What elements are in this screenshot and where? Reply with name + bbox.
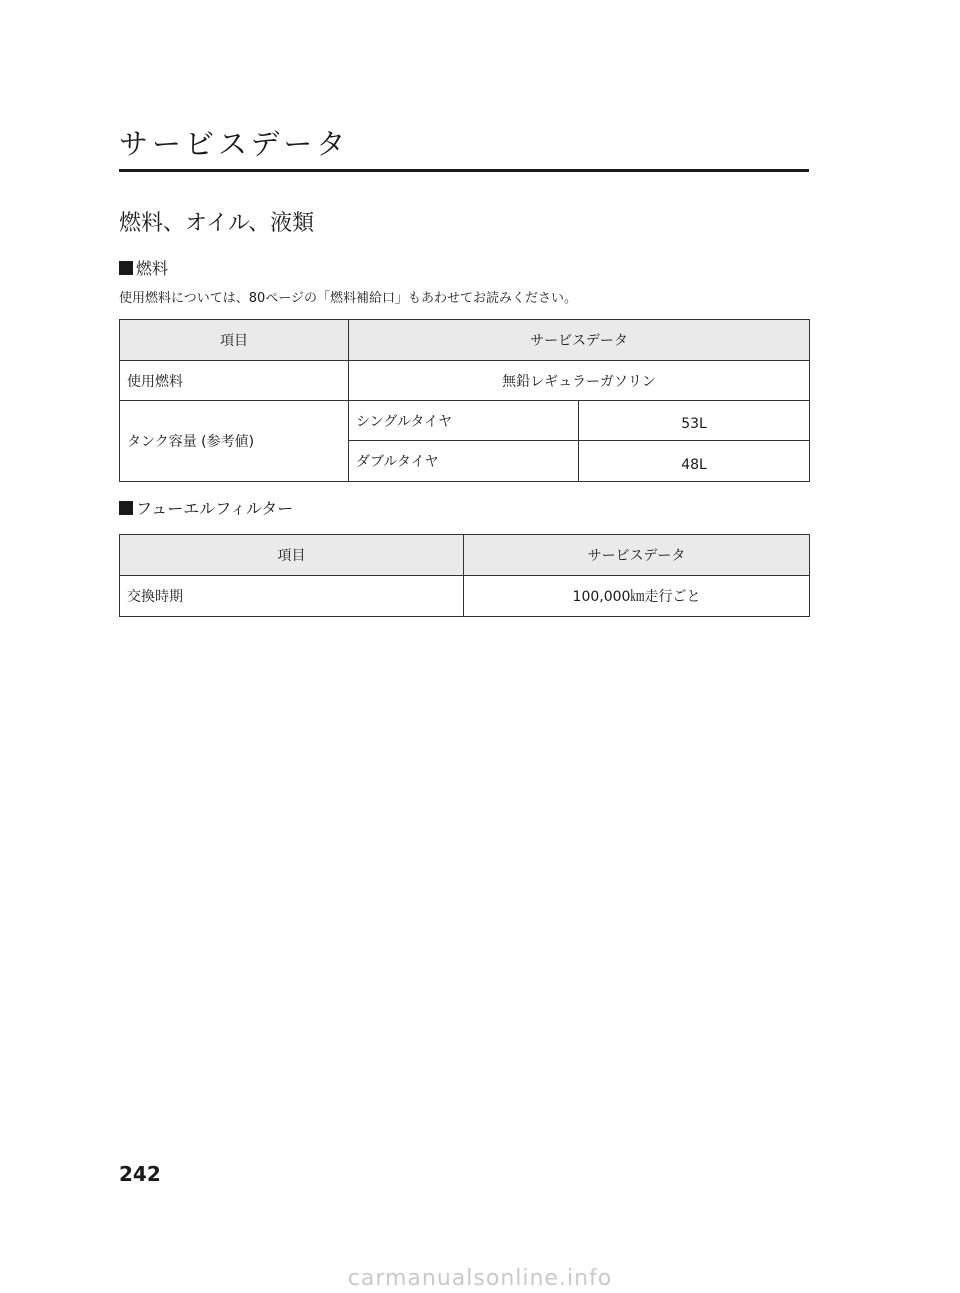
chapter-title: サービスデータ (119, 127, 350, 161)
fuel-table (119, 319, 810, 482)
fuel-note: 使用燃料については、80ページの「燃料補給口」もあわせてお読みください。 (119, 291, 578, 306)
fuel-heading (119, 258, 168, 280)
page-number: 242 (119, 1162, 161, 1186)
replacement-interval-label: 交換時期 (120, 576, 464, 617)
fuel-table-header-data: サービスデータ (349, 320, 810, 361)
square-bullet-icon (119, 261, 133, 275)
table-row (120, 361, 810, 401)
tank-capacity-label: タンク容量 (参考値) (120, 401, 349, 482)
square-bullet-icon (119, 501, 133, 515)
double-tire-label: ダブルタイヤ (349, 441, 579, 482)
section-title: 燃料、オイル、液類 (119, 211, 315, 236)
single-tire-value: 53L (579, 401, 810, 441)
filter-table-header-item: 項目 (120, 535, 464, 576)
fuel-heading-text: 燃料 (136, 259, 169, 278)
replacement-interval-value: 100,000㎞走行ごと (464, 576, 810, 617)
chapter-divider (119, 169, 809, 172)
fuel-type-label: 使用燃料 (120, 361, 349, 401)
table-row (120, 401, 810, 441)
filter-table-header-data: サービスデータ (464, 535, 810, 576)
fuel-type-value: 無鉛レギュラーガソリン (349, 361, 810, 401)
watermark: carmanualsonline.info (347, 1266, 613, 1291)
fuel-filter-heading (119, 498, 293, 520)
double-tire-value: 48L (579, 441, 810, 482)
single-tire-label: シングルタイヤ (349, 401, 579, 441)
fuel-filter-table (119, 534, 810, 617)
fuel-filter-heading-text: フューエルフィルター (136, 499, 294, 518)
fuel-table-header-item: 項目 (120, 320, 349, 361)
table-row (120, 576, 810, 617)
